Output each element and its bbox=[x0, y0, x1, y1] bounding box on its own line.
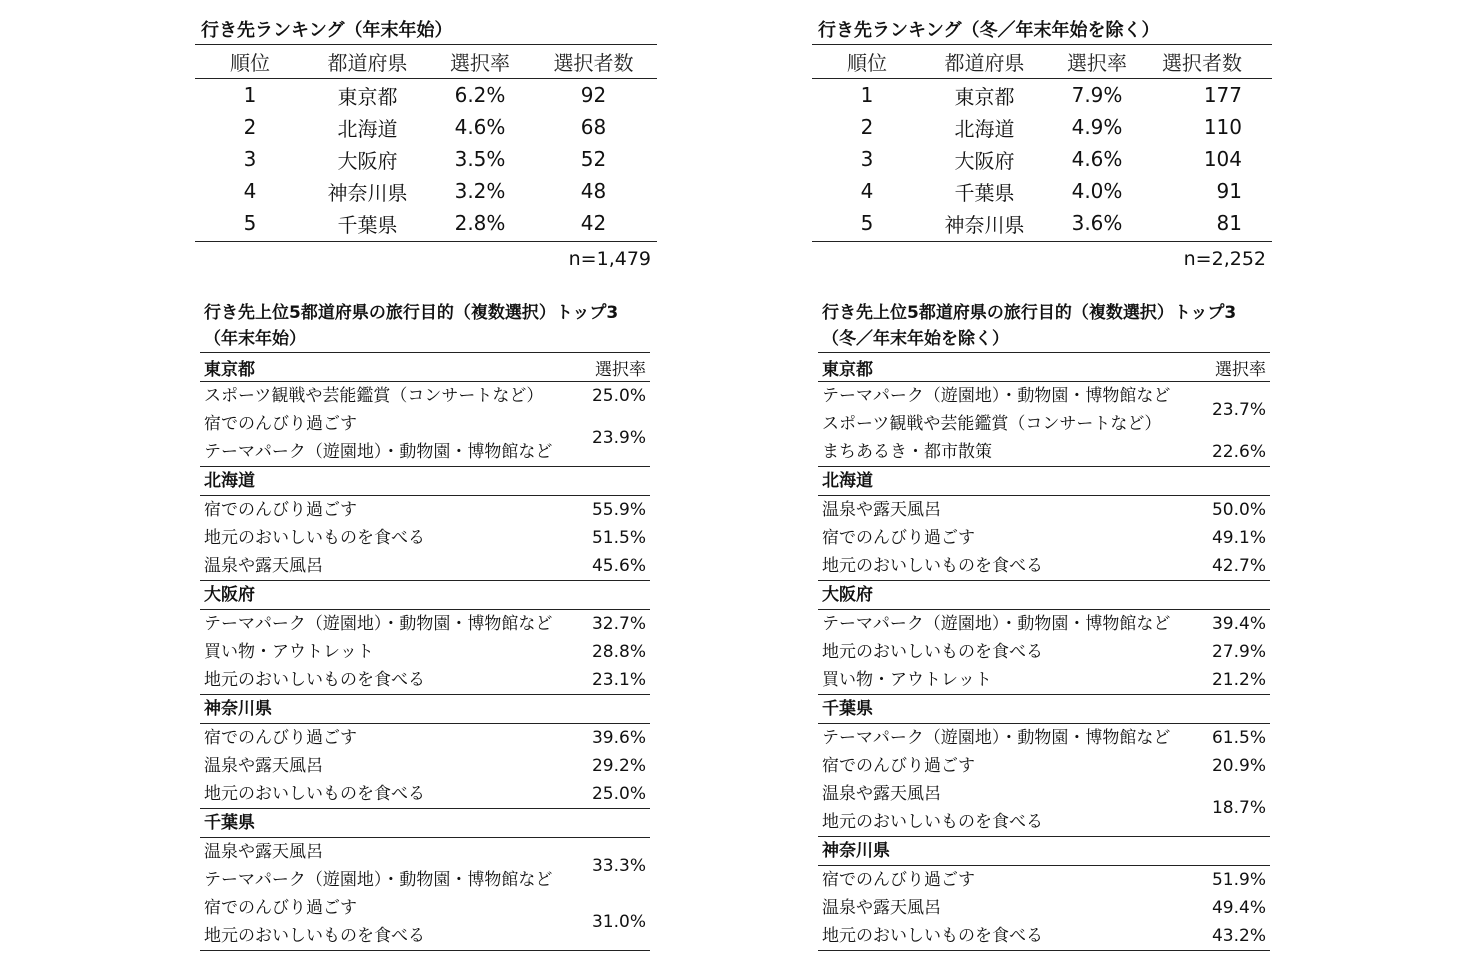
count-cell: 177 bbox=[1203, 83, 1242, 107]
list-item bbox=[200, 610, 650, 638]
purpose-label: まちあるき・都市散策 bbox=[822, 442, 992, 462]
purpose-labels bbox=[200, 638, 374, 666]
table-row bbox=[195, 79, 657, 111]
list-item bbox=[200, 780, 650, 808]
prefecture-cell: 千葉県 bbox=[954, 180, 1015, 205]
purpose-labels bbox=[200, 496, 357, 524]
count-cell: 104 bbox=[1203, 147, 1242, 171]
purpose-label: 宿でのんびり過ごす bbox=[204, 898, 357, 918]
purpose-label: テーマパーク（遊園地）・動物園・博物館など bbox=[204, 614, 553, 634]
count-cell: 42 bbox=[580, 211, 607, 235]
count-cell: 48 bbox=[580, 179, 607, 203]
rank-cell: 4 bbox=[860, 179, 874, 203]
purpose-label: スポーツ観戦や芸能鑑賞（コンサートなど） bbox=[204, 386, 544, 406]
purpose-title-line2: （年末年始） bbox=[204, 329, 306, 349]
list-item bbox=[200, 382, 650, 410]
rank-cell: 2 bbox=[243, 115, 257, 139]
list-item bbox=[200, 552, 650, 580]
purpose-labels bbox=[818, 780, 1043, 836]
list-item bbox=[200, 752, 650, 780]
purpose-title bbox=[200, 300, 650, 352]
rate-value: 55.9% bbox=[591, 500, 646, 520]
rank-cell: 2 bbox=[860, 115, 874, 139]
header-prefecture: 都道府県 bbox=[327, 51, 408, 75]
rate-cell: 3.2% bbox=[454, 179, 506, 203]
purpose-label: テーマパーク（遊園地）・動物園・博物館など bbox=[822, 614, 1171, 634]
rank-cell: 1 bbox=[243, 83, 257, 107]
purpose-labels bbox=[818, 552, 1043, 580]
purpose-label: 宿でのんびり過ごす bbox=[204, 500, 357, 520]
ranking-title: 行き先ランキング（冬／年末年始を除く） bbox=[818, 20, 1160, 41]
list-item bbox=[818, 524, 1270, 552]
purpose-label: 宿でのんびり過ごす bbox=[204, 414, 357, 434]
purpose-label: 地元のおいしいものを食べる bbox=[822, 556, 1043, 576]
prefecture-name: 神奈川県 bbox=[200, 695, 650, 724]
list-item bbox=[818, 922, 1270, 950]
purpose-title-line2: （冬／年末年始を除く） bbox=[822, 329, 1009, 349]
count-cell: 91 bbox=[1216, 179, 1242, 203]
table-row bbox=[195, 175, 657, 207]
prefecture-cell: 北海道 bbox=[954, 116, 1015, 141]
purpose-list bbox=[200, 838, 650, 951]
prefecture-name: 千葉県 bbox=[200, 809, 650, 838]
purpose-labels bbox=[200, 524, 425, 552]
purpose-label: 温泉や露天風呂 bbox=[204, 756, 323, 776]
list-item bbox=[818, 866, 1270, 894]
purpose-label: 温泉や露天風呂 bbox=[204, 556, 323, 576]
purpose-list bbox=[818, 866, 1270, 951]
rate-value: 29.2% bbox=[591, 756, 646, 776]
table-row bbox=[812, 79, 1272, 111]
purpose-title-line1: 行き先上位5都道府県の旅行目的（複数選択）トップ3 bbox=[204, 303, 619, 323]
rate-cell: 4.0% bbox=[1071, 179, 1123, 203]
list-item bbox=[200, 410, 650, 466]
list-item bbox=[818, 752, 1270, 780]
rate-value: 18.7% bbox=[1211, 798, 1266, 818]
header-rate: 選択率 bbox=[450, 51, 510, 75]
purpose-labels bbox=[200, 894, 425, 950]
rate-value: 39.4% bbox=[1211, 614, 1266, 634]
list-item bbox=[200, 666, 650, 694]
purpose-labels bbox=[818, 866, 975, 894]
purpose-label: テーマパーク（遊園地）・動物園・博物館など bbox=[204, 870, 553, 890]
purpose-labels bbox=[818, 638, 1043, 666]
list-item bbox=[818, 382, 1270, 438]
purpose-label: 地元のおいしいものを食べる bbox=[204, 528, 425, 548]
list-item bbox=[818, 610, 1270, 638]
purpose-label: 宿でのんびり過ごす bbox=[822, 870, 975, 890]
prefecture-name: 大阪府 bbox=[818, 581, 1270, 610]
ranking-rows bbox=[195, 79, 657, 242]
list-item bbox=[818, 724, 1270, 752]
rate-value: 20.9% bbox=[1211, 756, 1266, 776]
purpose-labels bbox=[200, 666, 425, 694]
rate-value: 25.0% bbox=[591, 386, 646, 406]
purpose-label: 温泉や露天風呂 bbox=[204, 842, 323, 862]
rank-cell: 4 bbox=[243, 179, 257, 203]
rank-cell: 1 bbox=[860, 83, 874, 107]
ranking-rows bbox=[812, 79, 1272, 242]
purpose-labels bbox=[818, 724, 1170, 752]
header-rank: 順位 bbox=[847, 51, 887, 75]
purpose-table-winter bbox=[818, 300, 1270, 951]
list-item bbox=[818, 780, 1270, 836]
rate-value: 25.0% bbox=[591, 784, 646, 804]
header-rank: 順位 bbox=[230, 51, 270, 75]
rate-cell: 3.6% bbox=[1071, 211, 1123, 235]
rank-cell: 5 bbox=[243, 211, 257, 235]
rate-cell: 6.2% bbox=[454, 83, 506, 107]
purpose-labels bbox=[200, 724, 357, 752]
rate-value: 31.0% bbox=[591, 912, 646, 932]
rate-value: 23.9% bbox=[591, 428, 646, 448]
rate-value: 23.1% bbox=[591, 670, 646, 690]
list-item bbox=[200, 524, 650, 552]
count-cell: 92 bbox=[580, 83, 607, 107]
prefecture-name: 東京都 bbox=[204, 359, 255, 380]
rate-value: 49.4% bbox=[1211, 898, 1266, 918]
prefecture-name: 東京都 bbox=[822, 359, 873, 380]
purpose-labels bbox=[200, 752, 323, 780]
rate-value: 28.8% bbox=[591, 642, 646, 662]
header-count: 選択者数 bbox=[1162, 51, 1242, 75]
sample-size: n=1,479 bbox=[568, 248, 651, 270]
purpose-list bbox=[200, 496, 650, 581]
prefecture-cell: 神奈川県 bbox=[327, 180, 408, 205]
list-item bbox=[818, 496, 1270, 524]
table-row bbox=[812, 143, 1272, 175]
purpose-list bbox=[818, 496, 1270, 581]
purpose-body bbox=[818, 352, 1270, 951]
section-header-row bbox=[818, 352, 1270, 382]
prefecture-name: 北海道 bbox=[818, 467, 1270, 496]
purpose-labels bbox=[818, 382, 1170, 438]
sample-size: n=2,252 bbox=[1183, 248, 1266, 270]
purpose-label: 温泉や露天風呂 bbox=[822, 784, 941, 804]
rate-value: 45.6% bbox=[591, 556, 646, 576]
rate-column-header: 選択率 bbox=[595, 359, 646, 380]
rate-value: 39.6% bbox=[591, 728, 646, 748]
section-header-row bbox=[200, 352, 650, 382]
list-item bbox=[200, 638, 650, 666]
purpose-list bbox=[200, 610, 650, 695]
purpose-labels bbox=[818, 524, 975, 552]
purpose-title-line1: 行き先上位5都道府県の旅行目的（複数選択）トップ3 bbox=[822, 303, 1237, 323]
prefecture-cell: 千葉県 bbox=[337, 212, 398, 237]
rate-value: 22.6% bbox=[1211, 442, 1266, 462]
prefecture-name: 大阪府 bbox=[200, 581, 650, 610]
purpose-label: 地元のおいしいものを食べる bbox=[822, 642, 1043, 662]
rate-value: 49.1% bbox=[1211, 528, 1266, 548]
purpose-label: 温泉や露天風呂 bbox=[822, 500, 941, 520]
purpose-label: 宿でのんびり過ごす bbox=[822, 528, 975, 548]
purpose-labels bbox=[818, 610, 1170, 638]
purpose-labels bbox=[200, 610, 552, 638]
ranking-header-row bbox=[812, 44, 1272, 79]
purpose-label: 買い物・アウトレット bbox=[822, 670, 992, 690]
purpose-label: 地元のおいしいものを食べる bbox=[204, 670, 425, 690]
rate-cell: 4.6% bbox=[1071, 147, 1123, 171]
purpose-label: 温泉や露天風呂 bbox=[822, 898, 941, 918]
rate-value: 43.2% bbox=[1211, 926, 1266, 946]
header-prefecture: 都道府県 bbox=[944, 51, 1025, 75]
purpose-label: スポーツ観戦や芸能鑑賞（コンサートなど） bbox=[822, 414, 1162, 434]
purpose-labels bbox=[200, 552, 323, 580]
purpose-label: 宿でのんびり過ごす bbox=[204, 728, 357, 748]
purpose-list bbox=[818, 610, 1270, 695]
table-row bbox=[812, 207, 1272, 239]
purpose-labels bbox=[818, 438, 992, 466]
rate-cell: 4.9% bbox=[1071, 115, 1123, 139]
prefecture-cell: 北海道 bbox=[337, 116, 398, 141]
prefecture-cell: 大阪府 bbox=[337, 148, 398, 173]
purpose-labels bbox=[200, 838, 552, 894]
purpose-list bbox=[200, 724, 650, 809]
rate-value: 27.9% bbox=[1211, 642, 1266, 662]
header-rate: 選択率 bbox=[1067, 51, 1127, 75]
prefecture-cell: 大阪府 bbox=[954, 148, 1015, 173]
rate-value: 50.0% bbox=[1211, 500, 1266, 520]
purpose-labels bbox=[818, 496, 941, 524]
purpose-label: 宿でのんびり過ごす bbox=[822, 756, 975, 776]
table-row bbox=[812, 111, 1272, 143]
purpose-body bbox=[200, 352, 650, 951]
rate-cell: 2.8% bbox=[454, 211, 506, 235]
list-item bbox=[818, 638, 1270, 666]
purpose-label: 地元のおいしいものを食べる bbox=[204, 926, 425, 946]
table-row bbox=[195, 143, 657, 175]
ranking-table-winter bbox=[812, 18, 1272, 272]
rate-value: 33.3% bbox=[591, 856, 646, 876]
count-cell: 110 bbox=[1203, 115, 1242, 139]
rate-value: 51.9% bbox=[1211, 870, 1266, 890]
table-row bbox=[195, 111, 657, 143]
ranking-header-row bbox=[195, 44, 657, 79]
purpose-labels bbox=[200, 410, 552, 466]
rate-cell: 7.9% bbox=[1071, 83, 1123, 107]
purpose-label: テーマパーク（遊園地）・動物園・博物館など bbox=[204, 442, 553, 462]
count-cell: 52 bbox=[580, 147, 607, 171]
prefecture-cell: 東京都 bbox=[337, 84, 398, 109]
rate-cell: 3.5% bbox=[454, 147, 506, 171]
purpose-label: 買い物・アウトレット bbox=[204, 642, 374, 662]
rate-value: 21.2% bbox=[1211, 670, 1266, 690]
purpose-table-year-end bbox=[200, 300, 650, 951]
purpose-list bbox=[818, 724, 1270, 837]
purpose-label: 地元のおいしいものを食べる bbox=[822, 926, 1043, 946]
purpose-labels bbox=[818, 752, 975, 780]
rate-value: 23.7% bbox=[1211, 400, 1266, 420]
rate-column-header: 選択率 bbox=[1215, 359, 1266, 380]
table-row bbox=[195, 207, 657, 239]
purpose-list bbox=[200, 382, 650, 467]
ranking-table-year-end bbox=[195, 18, 657, 272]
purpose-labels bbox=[200, 382, 543, 410]
rank-cell: 5 bbox=[860, 211, 874, 235]
list-item bbox=[818, 894, 1270, 922]
list-item bbox=[200, 724, 650, 752]
list-item bbox=[200, 496, 650, 524]
prefecture-name: 千葉県 bbox=[818, 695, 1270, 724]
purpose-title bbox=[818, 300, 1270, 352]
purpose-list bbox=[818, 382, 1270, 467]
rank-cell: 3 bbox=[243, 147, 257, 171]
ranking-title: 行き先ランキング（年末年始） bbox=[201, 20, 453, 41]
rate-value: 51.5% bbox=[591, 528, 646, 548]
rate-value: 61.5% bbox=[1211, 728, 1266, 748]
list-item bbox=[818, 552, 1270, 580]
list-item bbox=[818, 438, 1270, 466]
purpose-label: 地元のおいしいものを食べる bbox=[822, 812, 1043, 832]
purpose-labels bbox=[818, 666, 992, 694]
purpose-label: 地元のおいしいものを食べる bbox=[204, 784, 425, 804]
table-row bbox=[812, 175, 1272, 207]
purpose-labels bbox=[200, 780, 425, 808]
purpose-label: テーマパーク（遊園地）・動物園・博物館など bbox=[822, 386, 1171, 406]
purpose-labels bbox=[818, 894, 941, 922]
purpose-label: テーマパーク（遊園地）・動物園・博物館など bbox=[822, 728, 1171, 748]
purpose-labels bbox=[818, 922, 1043, 950]
rate-value: 32.7% bbox=[591, 614, 646, 634]
list-item bbox=[818, 666, 1270, 694]
list-item bbox=[200, 838, 650, 894]
rank-cell: 3 bbox=[860, 147, 874, 171]
prefecture-name: 神奈川県 bbox=[818, 837, 1270, 866]
prefecture-name: 北海道 bbox=[200, 467, 650, 496]
list-item bbox=[200, 894, 650, 950]
prefecture-cell: 神奈川県 bbox=[944, 212, 1025, 237]
header-count: 選択者数 bbox=[553, 51, 634, 75]
rate-value: 42.7% bbox=[1211, 556, 1266, 576]
count-cell: 68 bbox=[580, 115, 607, 139]
rate-cell: 4.6% bbox=[454, 115, 506, 139]
prefecture-cell: 東京都 bbox=[954, 84, 1015, 109]
count-cell: 81 bbox=[1216, 211, 1242, 235]
